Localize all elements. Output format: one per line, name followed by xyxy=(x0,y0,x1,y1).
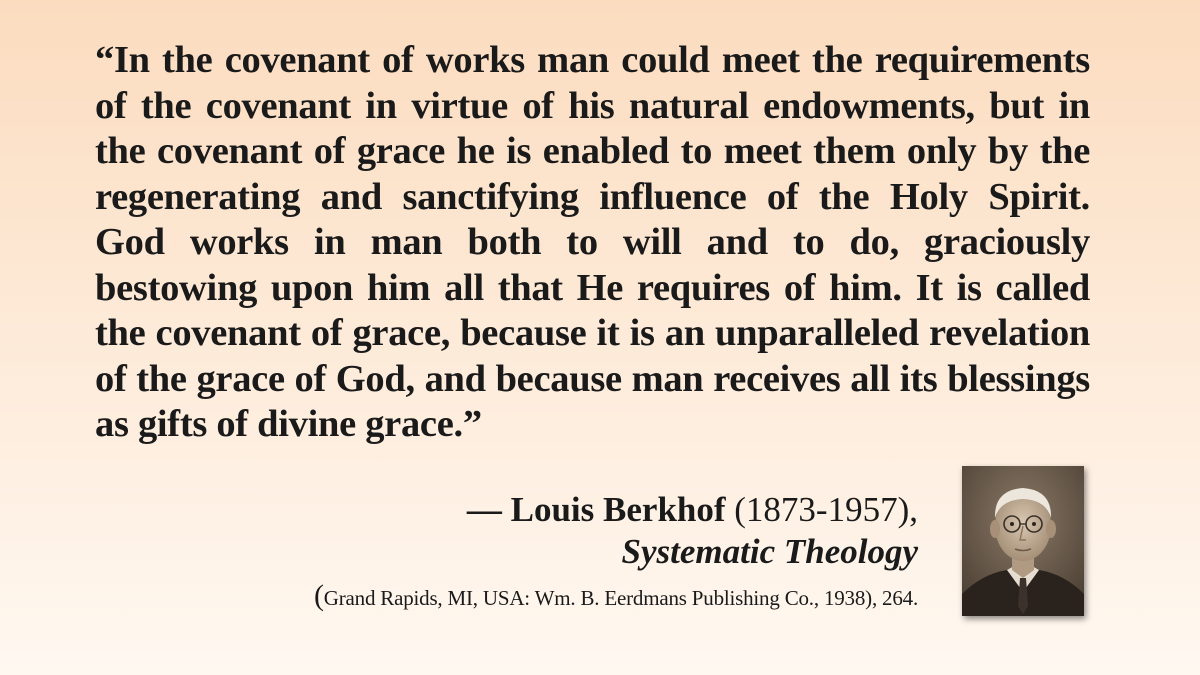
publication-line xyxy=(314,574,918,620)
author-portrait xyxy=(962,466,1084,616)
book-title: Systematic Theology xyxy=(621,532,918,571)
author-dates: (1873-1957), xyxy=(734,490,918,529)
author-name: Louis Berkhof xyxy=(510,490,726,529)
publication-info: Grand Rapids, MI, USA: Wm. B. Eerdmans Publishing Co., 1938), 264. xyxy=(323,586,918,610)
em-dash: — xyxy=(466,490,502,529)
quote-text: “In the covenant of works man could meet the requirements of the covenant in virtue of his natural endowments, but in the covenant of grace he is enabled to meet them only by the regenerating and sanctifying influence of the Holy Spirit. God works in man both to will and to do, graciously bestowing upon him all that He requires of him. It is called the covenant of grace, because it is an unparalleled revelation of the grace of God, and because man receives all its blessings as gifts of divine grace.” xyxy=(95,39,1090,445)
attribution xyxy=(314,490,918,620)
author-line xyxy=(314,490,918,530)
open-paren: ( xyxy=(313,579,324,612)
portrait-photo xyxy=(962,466,1084,616)
